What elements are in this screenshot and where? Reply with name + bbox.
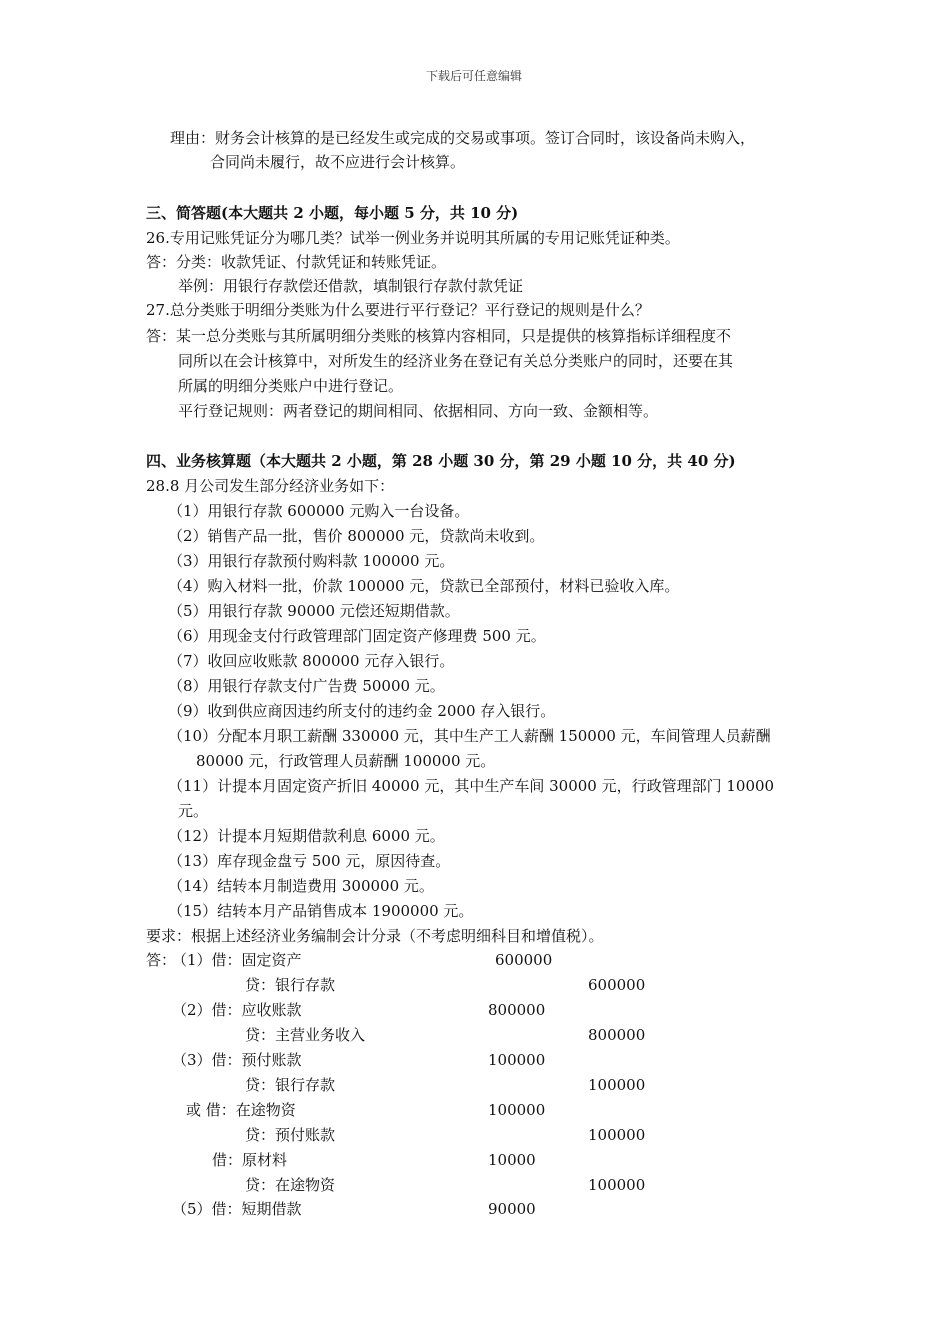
answer-26-line-2: 举例：用银行存款偿还借款，填制银行存款付款凭证 xyxy=(178,277,524,295)
question-26: 26.专用记账凭证分为哪几类？试举一例业务并说明其所属的专用记账凭证种类。 xyxy=(146,229,680,247)
list-item: （13）库存现金盘亏 500 元，原因待查。 xyxy=(168,852,451,870)
section-3-title: 三、简答题(本大题共 2 小题，每小题 5 分，共 10 分) xyxy=(146,204,519,222)
list-item: （4）购入材料一批，价款 100000 元，贷款已全部预付，材料已验收入库。 xyxy=(168,577,680,595)
list-item: （11）计提本月固定资产折旧 40000 元，其中生产车间 30000 元，行政管理部门 10000 xyxy=(168,777,775,795)
entry-debit: 10000 xyxy=(488,1151,536,1169)
entry-debit: 100000 xyxy=(488,1101,546,1119)
entry-debit: 600000 xyxy=(495,951,553,969)
entry-label: 贷：银行存款 xyxy=(245,976,336,994)
entry-credit: 100000 xyxy=(588,1176,646,1194)
entry-label: 贷：银行存款 xyxy=(245,1076,336,1094)
list-item: （15）结转本月产品销售成本 1900000 元。 xyxy=(168,902,474,920)
reason-line-2: 合同尚未履行，故不应进行会计核算。 xyxy=(210,153,466,171)
question-27: 27.总分类账于明细分类账为什么要进行平行登记？平行登记的规则是什么？ xyxy=(146,301,650,319)
answer-27-line-3: 所属的明细分类账户中进行登记。 xyxy=(178,377,404,395)
entry-credit: 100000 xyxy=(588,1126,646,1144)
entry-credit: 600000 xyxy=(588,976,646,994)
section-4-title: 四、业务核算题（本大题共 2 小题，第 28 小题 30 分，第 29 小题 10 分，共 40 分) xyxy=(146,452,736,470)
list-item-continuation: 元。 xyxy=(178,802,209,820)
list-item: （6）用现金支付行政管理部门固定资产修理费 500 元。 xyxy=(168,627,546,645)
answer-27-line-2: 同所以在会计核算中，对所发生的经济业务在登记有关总分类账户的同时，还要在其 xyxy=(178,352,734,370)
list-item: （10）分配本月职工薪酬 330000 元，其中生产工人薪酬 150000 元，车间管理人员薪酬 xyxy=(168,727,771,745)
reason-line-1: 理由：财务会计核算的是已经发生或完成的交易或事项。签订合同时，该设备尚未购入， xyxy=(170,129,756,147)
entry-debit: 800000 xyxy=(488,1001,546,1019)
answer-prefix: 答： xyxy=(146,951,177,969)
entry-credit: 800000 xyxy=(588,1026,646,1044)
list-item: （5）用银行存款 90000 元偿还短期借款。 xyxy=(168,602,460,620)
list-item: （3）用银行存款预付购料款 100000 元。 xyxy=(168,552,455,570)
entry-debit: 90000 xyxy=(488,1200,536,1218)
list-item: （2）销售产品一批，售价 800000 元，贷款尚未收到。 xyxy=(168,527,545,545)
entry-label: 贷：主营业务收入 xyxy=(245,1026,366,1044)
entry-label: 或 借：在途物资 xyxy=(186,1101,296,1119)
entry-debit: 100000 xyxy=(488,1051,546,1069)
question-28: 28.8 月公司发生部分经济业务如下： xyxy=(146,477,395,495)
answer-27-line-1: 答：某一总分类账与其所属明细分类账的核算内容相同，只是提供的核算指标详细程度不 xyxy=(146,327,732,345)
answer-27-line-4: 平行登记规则：两者登记的期间相同、依据相同、方向一致、金额相等。 xyxy=(178,402,659,420)
entry-label: 贷：预付账款 xyxy=(245,1126,336,1144)
list-item: （1）用银行存款 600000 元购入一台设备。 xyxy=(168,502,470,520)
list-item: （8）用银行存款支付广告费 50000 元。 xyxy=(168,677,445,695)
entry-label: （5）借：短期借款 xyxy=(172,1200,302,1218)
entry-label: （3）借：预付账款 xyxy=(172,1051,302,1069)
page-header: 下载后可任意编辑 xyxy=(426,69,523,83)
answer-26-line-1: 答：分类：收款凭证、付款凭证和转账凭证。 xyxy=(146,253,447,271)
list-item: （9）收到供应商因违约所支付的违约金 2000 存入银行。 xyxy=(168,702,556,720)
list-item: （14）结转本月制造费用 300000 元。 xyxy=(168,877,434,895)
entry-label: （1）借：固定资产 xyxy=(172,951,302,969)
entry-label: （2）借：应收账款 xyxy=(172,1001,302,1019)
entry-label: 贷：在途物资 xyxy=(245,1176,336,1194)
entry-credit: 100000 xyxy=(588,1076,646,1094)
entry-label: 借：原材料 xyxy=(212,1151,288,1169)
list-item: （7）收回应收账款 800000 元存入银行。 xyxy=(168,652,455,670)
list-item: （12）计提本月短期借款利息 6000 元。 xyxy=(168,827,445,845)
list-item-continuation: 80000 元，行政管理人员薪酬 100000 元。 xyxy=(196,752,496,770)
requirement: 要求：根据上述经济业务编制会计分录（不考虑明细科目和增值税）。 xyxy=(146,927,604,945)
